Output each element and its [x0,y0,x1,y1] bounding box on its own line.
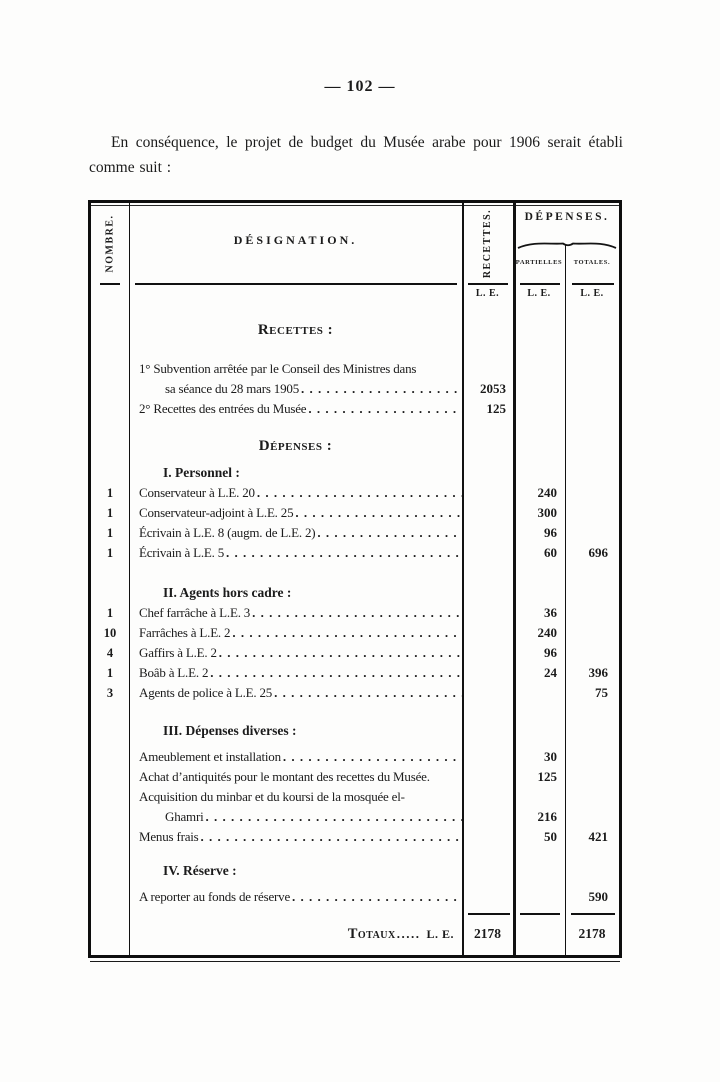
cell-designation [129,683,462,703]
cell-designation: Dépenses : [258,438,333,454]
designation-line [139,827,462,847]
cell-totales: 590 [588,889,608,904]
designation-line [139,543,462,563]
designation-line [139,359,462,379]
cell-designation: Recettes : [257,322,334,338]
designation-label: A reporter au fonds de réserve [139,889,291,904]
header-rule-nombre [100,283,120,285]
header-partielles: PARTIELLES [515,259,563,266]
cell-designation [129,603,462,623]
cell-designation [129,523,462,543]
designation-label: Conservateur-adjoint à L.E. 25 [139,505,294,520]
cell-totales: 421 [588,829,608,844]
cell-nombre [91,887,129,907]
designation-label: Gaffirs à L.E. 2 [139,645,217,660]
cell-designation: I. Personnel : [163,465,240,480]
designation-label: Acquisition du minbar et du koursi de la mosquée el- [139,789,405,804]
header-nombre-label: NOMBRE. [104,214,116,272]
dot-leaders [308,399,462,419]
designation-label: Achat d’antiquités pour le montant des recettes du Musée. [139,769,430,784]
table-row [91,359,619,399]
table-row [91,767,619,787]
header-rule-partielles [520,283,560,285]
totals-unit: L. E. [426,927,454,941]
cell-recettes: 2053 [480,381,506,396]
dot-leaders [283,747,462,767]
table-row [91,643,619,663]
dot-leaders [295,503,462,523]
cell-designation [129,787,462,827]
cell-nombre [91,721,129,741]
cell-nombre [91,787,129,827]
cell-nombre [91,399,129,419]
unit-partielles: L. E. [527,288,551,299]
cell-recettes: 125 [486,401,506,416]
header-rule-recettes [468,283,508,285]
totals-dots: ..... [396,926,421,941]
table-row [91,463,619,483]
unit-totales: L. E. [580,288,604,299]
designation-label: Ameublement et installation [139,749,281,764]
cell-totales: 75 [595,685,608,700]
designation-line [139,787,462,807]
page-number: — 102 — [324,78,396,95]
designation-line [139,623,462,643]
dot-leaders [219,643,462,663]
dot-leaders [252,603,462,623]
cell-designation: IV. Réserve : [163,863,237,878]
table-row [91,747,619,767]
table-row [91,319,619,341]
dot-leaders [317,523,462,543]
cell-partielles: 96 [544,525,557,540]
table-row [91,523,619,543]
cell-partielles: 30 [544,749,557,764]
intro-paragraph: En conséquence, le projet de budget du Musée arabe pour 1906 serait établi comme suit : [89,133,623,176]
designation-line [139,887,462,907]
header-totales: TOTALES. [573,259,611,266]
cell-totales: 396 [588,665,608,680]
cell-designation [129,359,462,399]
totals-recettes-value: 2178 [474,926,501,941]
totals-word: Totaux [347,926,396,942]
table-row [91,483,619,503]
dot-leaders [226,543,462,563]
designation-label: 1° Subvention arrêtée par le Conseil des Ministres dans [139,361,417,376]
designation-line [139,747,462,767]
cell-partielles: 300 [537,505,557,520]
cell-designation [129,827,462,847]
cell-designation: III. Dépenses diverses : [163,723,297,738]
designation-label: Boâb à L.E. 2 [139,665,209,680]
cell-designation [129,483,462,503]
designation-label: Menus frais [139,829,199,844]
cell-nombre: 1 [106,506,114,520]
designation-label: sa séance du 28 mars 1905 [165,381,299,396]
table-row [91,623,619,643]
cell-nombre [91,747,129,767]
cell-partielles: 36 [544,605,557,620]
cell-nombre [91,583,129,603]
cell-nombre [91,767,129,787]
cell-partielles: 96 [544,645,557,660]
header-rule-designation [135,283,457,285]
table-row [91,503,619,523]
table-row [91,603,619,623]
designation-line [139,807,462,827]
totals-rule-totales [571,913,615,915]
designation-line [139,603,462,623]
cell-designation [129,643,462,663]
header-rule-totales [572,283,614,285]
table-row [91,543,619,563]
header-designation: DÉSIGNATION. [233,233,358,247]
totals-rule-recettes [468,913,510,915]
cell-partielles: 24 [544,665,557,680]
unit-recettes: L. E. [475,288,500,299]
dot-leaders [292,887,462,907]
cell-nombre: 4 [106,646,114,660]
table-row [91,861,619,881]
cell-designation: II. Agents hors cadre : [163,585,292,600]
designation-label: Chef farrâche à L.E. 3 [139,605,251,620]
header-nombre [91,203,129,283]
cell-partielles: 125 [537,769,557,784]
cell-designation [129,747,462,767]
brace-icon [517,239,617,249]
designation-label: Écrivain à L.E. 5 [139,545,225,560]
cell-nombre [91,463,129,483]
cell-designation [129,887,462,907]
dot-leaders [210,663,462,683]
cell-nombre: 10 [103,626,117,640]
cell-designation [129,663,462,683]
header-depenses: DÉPENSES. [524,211,610,223]
cell-partielles: 50 [544,829,557,844]
totals-rule-partielles [520,913,560,915]
cell-nombre: 1 [106,546,114,560]
designation-line [139,379,462,399]
designation-line [139,503,462,523]
designation-line [139,399,462,419]
dot-leaders [274,683,462,703]
cell-nombre: 1 [106,606,114,620]
designation-label: Agents de police à L.E. 25 [139,685,273,700]
designation-line [139,767,462,787]
dot-leaders [206,807,462,827]
cell-nombre: 1 [106,666,114,680]
table-row [91,827,619,847]
cell-nombre [91,827,129,847]
dot-leaders [232,623,462,643]
cell-nombre [91,435,129,457]
designation-label: Conservateur à L.E. 20 [139,485,255,500]
cell-designation [129,767,462,787]
dot-leaders [201,827,462,847]
table-row [91,721,619,741]
table-row [91,683,619,703]
designation-line [139,523,462,543]
cell-nombre: 1 [106,526,114,540]
totals-label [91,922,462,946]
cell-designation [129,399,462,419]
designation-label: 2° Recettes des entrées du Musée [139,401,307,416]
cell-nombre [91,359,129,399]
dot-leaders [301,379,462,399]
cell-partielles: 240 [537,625,557,640]
table-row [91,435,619,457]
cell-designation [129,503,462,523]
totals-row [91,922,619,946]
designation-line [139,643,462,663]
designation-line [139,683,462,703]
cell-designation [129,623,462,643]
totals-partielles-value [513,922,565,946]
budget-table [88,200,622,958]
header-recettes-label: RECETTES. [482,208,494,278]
cell-totales: 696 [588,545,608,560]
cell-nombre: 3 [106,686,114,700]
designation-label: Farrâches à L.E. 2 [139,625,231,640]
cell-nombre [91,861,129,881]
table-body [91,309,619,907]
designation-label: Ghamri [165,809,204,824]
cell-nombre [91,319,129,341]
designation-label: Écrivain à L.E. 8 (augm. de L.E. 2) [139,525,316,540]
cell-partielles: 216 [537,809,557,824]
cell-partielles: 60 [544,545,557,560]
cell-designation [129,543,462,563]
table-row [91,663,619,683]
table-row [91,583,619,603]
table-row [91,787,619,827]
dot-leaders [257,483,462,503]
table-row [91,887,619,907]
header-recettes [462,203,513,283]
designation-line [139,483,462,503]
table-row [91,399,619,419]
totals-totales-value: 2178 [578,926,606,941]
cell-partielles: 240 [537,485,557,500]
designation-line [139,663,462,683]
cell-nombre: 1 [106,486,114,500]
